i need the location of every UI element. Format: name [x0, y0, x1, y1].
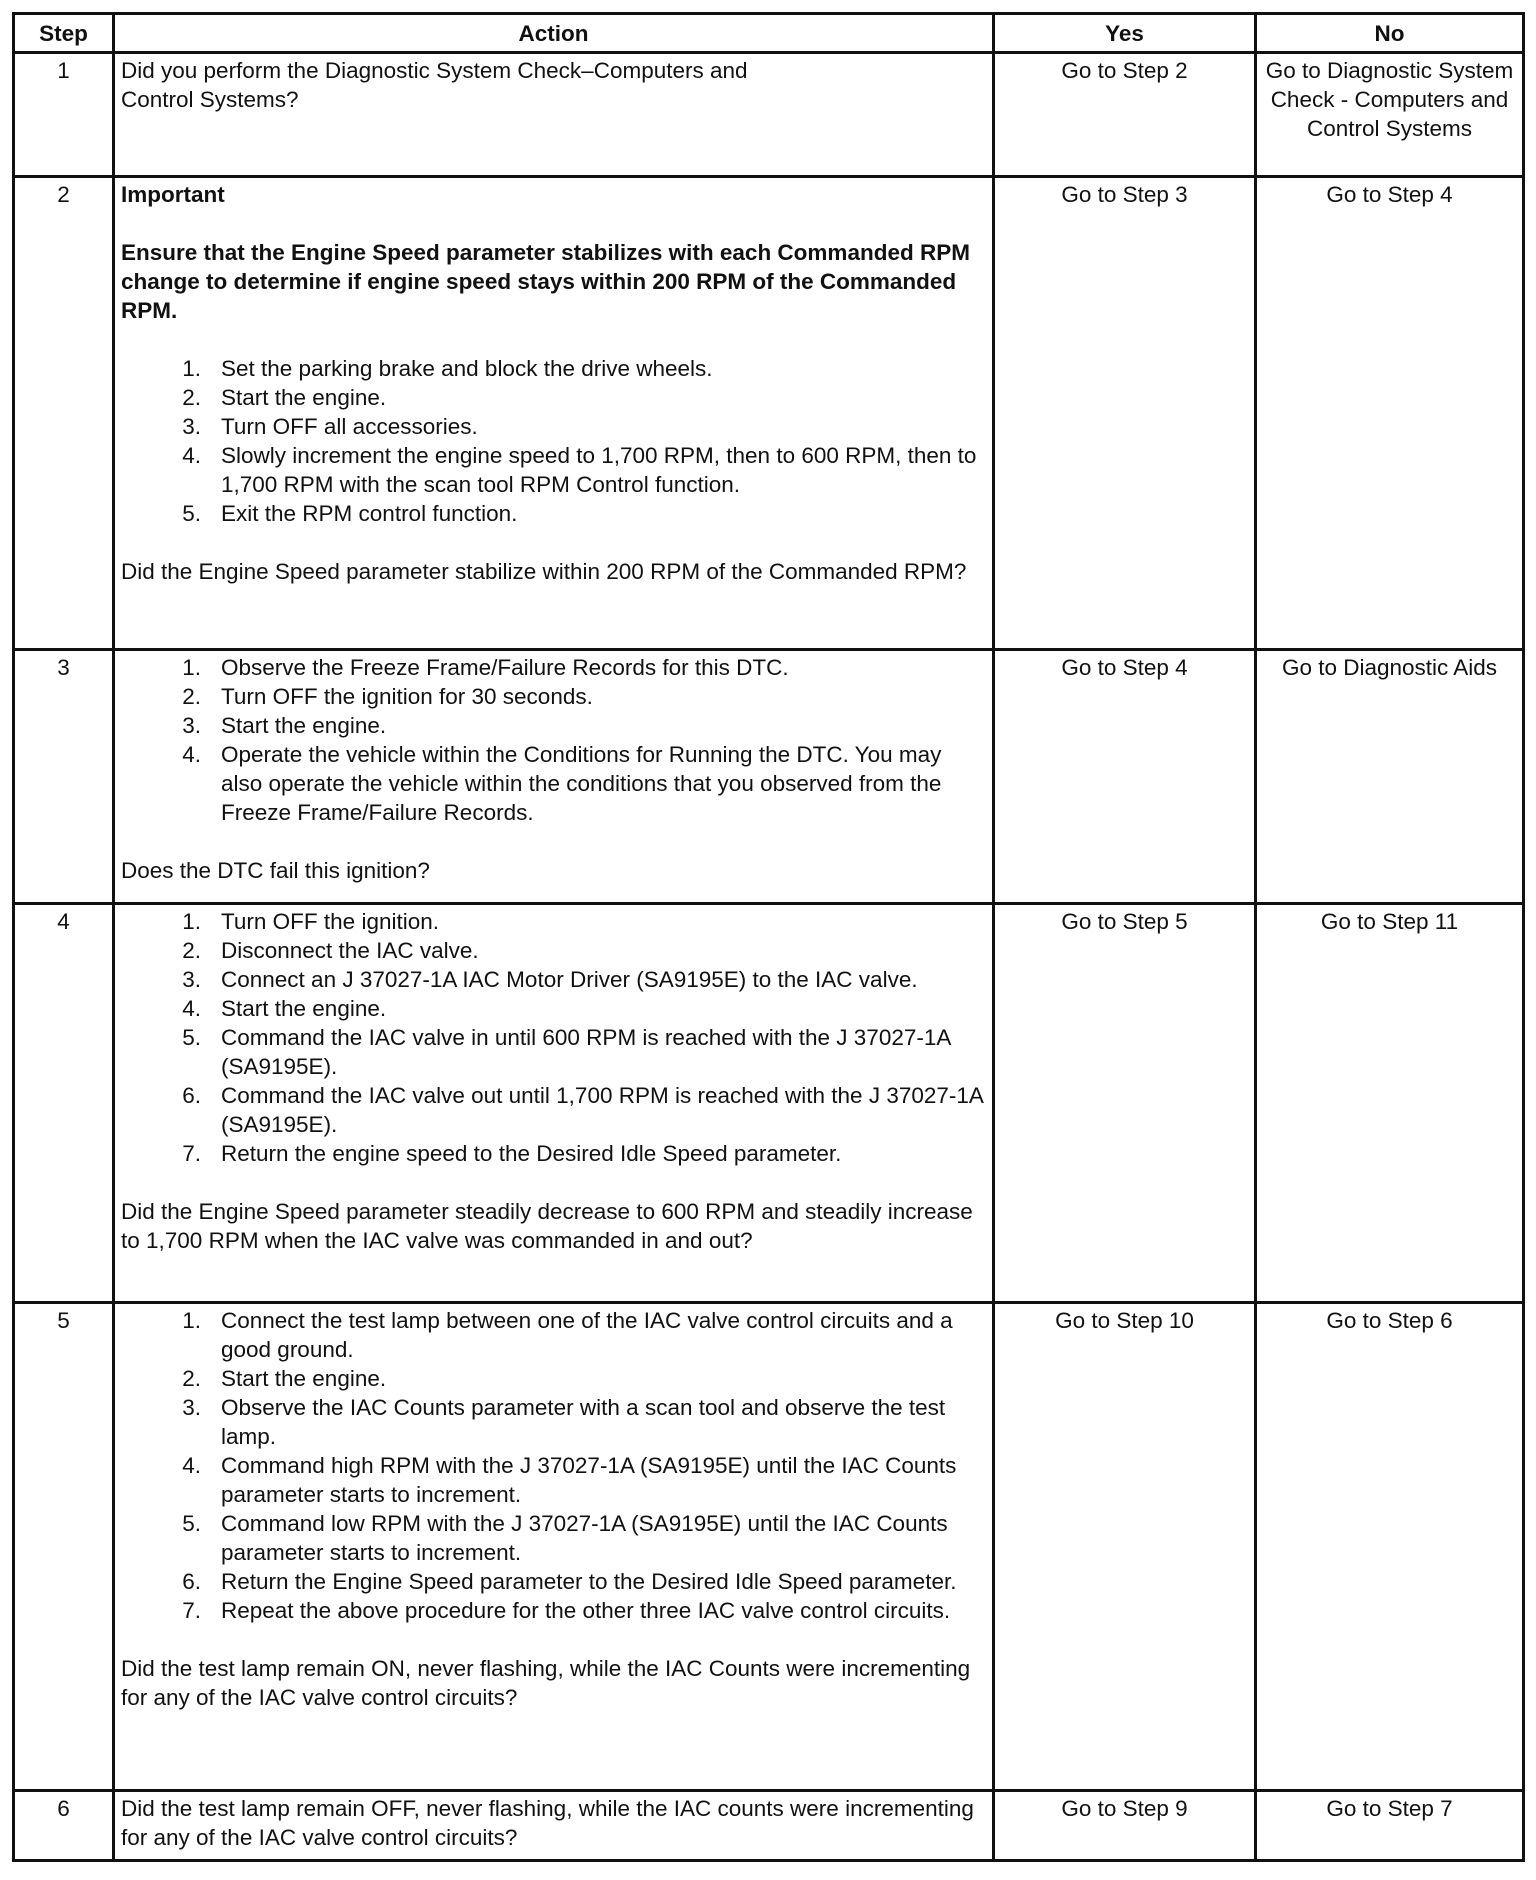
yes-cell: Go to Step 4 [994, 650, 1256, 904]
no-cell: Go to Diagnostic Aids [1256, 650, 1524, 904]
list-item: 1. Turn OFF the ignition. [182, 909, 440, 935]
action-cell [114, 177, 994, 650]
list-item: 3. Connect an J 37027-1A IAC Motor Driver (SA9195E) to the IAC valve. [182, 967, 918, 993]
step-number: 5 [14, 1302, 114, 1790]
header-no: No [1256, 14, 1524, 53]
procedure-list [121, 354, 986, 528]
yes-cell: Go to Step 5 [994, 904, 1256, 1302]
question-text: Did the Engine Speed parameter steadily decrease to 600 RPM and steadily increase to 1,700 RPM when the IAC valve was commanded in and out? [121, 1199, 973, 1254]
table-row [14, 177, 1524, 650]
no-cell: Go to Step 11 [1256, 904, 1524, 1302]
no-cell: Go to Step 6 [1256, 1302, 1524, 1790]
list-item: 1. Observe the Freeze Frame/Failure Records for this DTC. [182, 655, 789, 681]
list-item: 4. Command high RPM with the J 37027-1A (SA9195E) until the IAC Counts parameter starts to increment. [182, 1452, 957, 1507]
question-text: Did the test lamp remain ON, never flashing, while the IAC Counts were incrementing for any of the IAC valve control circuits? [121, 1655, 971, 1710]
table-row [14, 1790, 1524, 1860]
action-cell [114, 904, 994, 1302]
yes-cell: Go to Step 3 [994, 177, 1256, 650]
question-text: Did the Engine Speed parameter stabilize within 200 RPM of the Commanded RPM? [121, 559, 967, 585]
procedure-list [121, 1306, 986, 1625]
header-row [14, 14, 1524, 53]
no-cell: Go to Diagnostic System Check - Computers and Control Systems [1256, 53, 1524, 177]
list-item: 1. Connect the test lamp between one of the IAC valve control circuits and a good ground. [182, 1307, 953, 1362]
list-item: 4. Slowly increment the engine speed to 1,700 RPM, then to 600 RPM, then to 1,700 RPM with the scan tool RPM Control function. [182, 443, 977, 498]
step-number: 4 [14, 904, 114, 1302]
action-cell [114, 650, 994, 904]
diagnostic-table [12, 12, 1525, 1862]
action-cell [114, 53, 994, 177]
action-cell [114, 1302, 994, 1790]
question-text: Did the test lamp remain OFF, never flashing, while the IAC counts were incrementing for any of the IAC valve control circuits? [121, 1795, 974, 1850]
list-item: 2. Start the engine. [182, 1365, 387, 1391]
procedure-list [121, 907, 986, 1168]
list-item: 1. Set the parking brake and block the drive wheels. [182, 356, 713, 382]
list-item: 5. Command the IAC valve in until 600 RPM is reached with the J 37027-1A (SA9195E). [182, 1025, 951, 1080]
header-action: Action [114, 14, 994, 53]
list-item: 7. Return the engine speed to the Desired Idle Speed parameter. [182, 1141, 842, 1167]
list-item: 6. Return the Engine Speed parameter to the Desired Idle Speed parameter. [182, 1568, 957, 1594]
step-number: 3 [14, 650, 114, 904]
list-item: 3. Start the engine. [182, 713, 387, 739]
step-number: 1 [14, 53, 114, 177]
table-row [14, 904, 1524, 1302]
yes-cell: Go to Step 2 [994, 53, 1256, 177]
list-item: 3. Observe the IAC Counts parameter with a scan tool and observe the test lamp. [182, 1394, 946, 1449]
list-item: 6. Command the IAC valve out until 1,700 RPM is reached with the J 37027-1A (SA9195E). [182, 1083, 983, 1138]
table-row [14, 1302, 1524, 1790]
important-text: Ensure that the Engine Speed parameter stabilizes with each Commanded RPM change to determine if engine speed stays within 200 RPM of the Commanded RPM. [121, 240, 970, 324]
step-number: 2 [14, 177, 114, 650]
action-cell [114, 1790, 994, 1860]
question-text: Does the DTC fail this ignition? [121, 858, 430, 884]
table-row [14, 650, 1524, 904]
header-step: Step [14, 14, 114, 53]
table-row [14, 53, 1524, 177]
list-item: 4. Operate the vehicle within the Conditions for Running the DTC. You may also operate the vehicle within the conditions that you observed from the Freeze Frame/Failure Records. [182, 742, 942, 826]
question-text: Did you perform the Diagnostic System Check–Computers and Control Systems? [121, 58, 748, 112]
list-item: 2. Disconnect the IAC valve. [182, 938, 479, 964]
yes-cell: Go to Step 10 [994, 1302, 1256, 1790]
procedure-list [121, 653, 986, 827]
list-item: 2. Start the engine. [182, 385, 387, 411]
no-cell: Go to Step 7 [1256, 1790, 1524, 1860]
list-item: 2. Turn OFF the ignition for 30 seconds. [182, 684, 593, 710]
header-yes: Yes [994, 14, 1256, 53]
yes-cell: Go to Step 9 [994, 1790, 1256, 1860]
important-title: Important [121, 182, 225, 208]
list-item: 7. Repeat the above procedure for the other three IAC valve control circuits. [182, 1597, 951, 1623]
list-item: 3. Turn OFF all accessories. [182, 414, 478, 440]
list-item: 5. Exit the RPM control function. [182, 501, 518, 527]
list-item: 4. Start the engine. [182, 996, 387, 1022]
list-item: 5. Command low RPM with the J 37027-1A (SA9195E) until the IAC Counts parameter starts to increment. [182, 1510, 948, 1565]
no-cell: Go to Step 4 [1256, 177, 1524, 650]
step-number: 6 [14, 1790, 114, 1860]
diagnostic-page [12, 12, 1522, 1862]
